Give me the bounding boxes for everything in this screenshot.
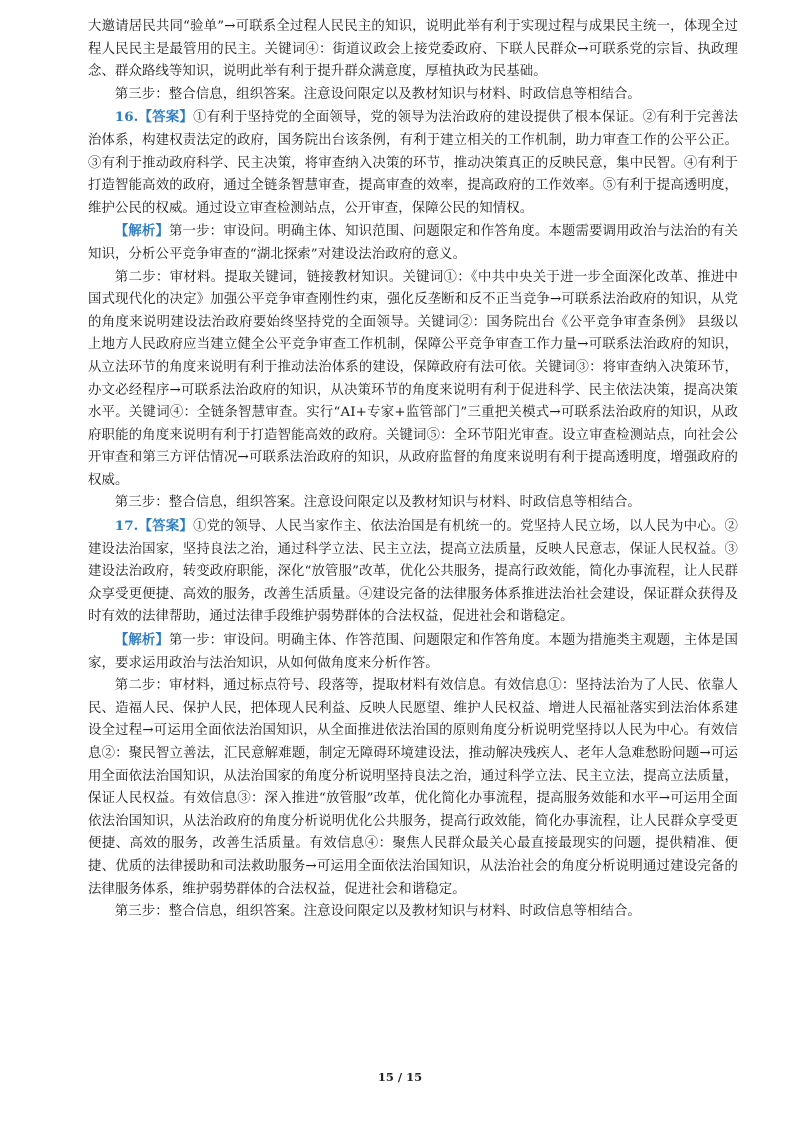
question-number-16: 16. bbox=[114, 109, 139, 126]
analysis-16 bbox=[88, 220, 738, 266]
page-number: 15 / 15 bbox=[377, 1070, 423, 1084]
paragraph-1 bbox=[88, 16, 738, 84]
analysis-tag-17: 【解析】 bbox=[114, 632, 169, 649]
paragraph-10 bbox=[88, 901, 738, 924]
paragraph-5-text: 第二步：审材料。提取关键词，链接教材知识。关键词①：《中共中央关于进一步全面深化改革、推进中国式现代化的决定》加强公平竞争审查刚性约束，强化反垄断和反不正当竞争→可联系法治政府的知识，从党的角度来说明建设法治政府要始终坚持党的全面领导。关键词②：国务院出台《公平竞争审查条例》 县级以上地方人民政府应当建立健全公平竞争审查工作机制，保障公平竞争审查工作力量→可联系法治政府的知识，从立法环节的角度来说明有利于推动法治体系的建设，保障政府有法可依。关键词③：将审查纳入决策环节，办文必经程序→可联系法治政府的知识，从决策环节的角度来说明有利于促进科学、民主依法决策，提高决策水平。关键词④：全链条智慧审查。实行“AI+专家+监管部门”三重把关模式→可联系法治政府的知识，从政府职能的角度来说明有利于打造智能高效的政府。关键词⑤：全环节阳光审查。设立审查检测站点，向社会公开审查和第三方评估情况→可联系法治政府的知识，从政府监督的角度来说明有利于提高透明度，增强政府的权威。 bbox=[88, 269, 738, 488]
paragraph-2-text: 第三步：整合信息，组织答案。注意设问限定以及教材知识与材料、时政信息等相结合。 bbox=[114, 86, 641, 102]
paragraph-5 bbox=[88, 267, 738, 493]
document-body bbox=[88, 16, 738, 924]
answer-17 bbox=[88, 515, 738, 629]
answer-tag-16: 【答案】 bbox=[138, 109, 194, 126]
analysis-17-text: 第一步：审设问。明确主体、作答范围、问题限定和作答角度。本题为措施类主观题，主体是国家，要求运用政治与法治知识，从如何做角度来分析作答。 bbox=[88, 633, 738, 671]
analysis-16-text: 第一步：审设问。明确主体、知识范围、问题限定和作答角度。本题需要调用政治与法治的有关知识，分析公平竞争审查的“湖北探索”对建设法治政府的意义。 bbox=[88, 224, 738, 262]
answer-16 bbox=[88, 106, 738, 220]
analysis-17 bbox=[88, 629, 738, 675]
answer-17-text: ①党的领导、人民当家作主、依法治国是有机统一的。党坚持人民立场，以人民为中心。②建设法治国家，坚持良法之治，通过科学立法、民主立法，提高立法质量，反映人民意志，保证人民权益。③建设法治政府，转变政府职能，深化“放管服”改革，优化公共服务，提高行政效能，简化办事流程，让人民群众享受更便捷、高效的服务，改善生活质量。④建设完备的法律服务体系推进法治社会建设，保证群众获得及时有效的法律帮助，通过法律手段维护弱势群体的合法权益，促进社会和谐稳定。 bbox=[88, 519, 739, 625]
paragraph-10-text: 第三步：整合信息，组织答案。注意设问限定以及教材知识与材料、时政信息等相结合。 bbox=[114, 904, 641, 920]
paragraph-6 bbox=[88, 492, 738, 515]
answer-16-text: ①有利于坚持党的全面领导，党的领导为法治政府的建设提供了根本保证。②有利于完善法治体系，构建权责法定的政府，国务院出台该条例，有利于建立相关的工作机制，助力审查工作的公平公正。③有利于推动政府科学、民主决策，将审查纳入决策的环节，推动决策真正的反映民意，集中民智。④有利于打造智能高效的政府，通过全链条智慧审查，提高审查的效率，提高政府的工作效率。⑤有利于提高透明度，维护公民的权威。通过设立审查检测站点，公开审查，保障公民的知情权。 bbox=[88, 110, 739, 216]
analysis-tag-16: 【解析】 bbox=[114, 223, 169, 240]
paragraph-9 bbox=[88, 675, 738, 901]
paragraph-2 bbox=[88, 84, 738, 107]
paragraph-1-text: 大邀请居民共同“验单”→可联系全过程人民民主的知识，说明此举有利于实现过程与成果民主统一，体现全过程人民民主是最管用的民主。关键词④：街道议政会上接党委政府、下联人民群众→可联系党的宗旨、执政理念、群众路线等知识，说明此举有利于提升群众满意度，厚植执政为民基础。 bbox=[88, 19, 738, 80]
paragraph-6-text: 第三步：整合信息，组织答案。注意设问限定以及教材知识与材料、时政信息等相结合。 bbox=[114, 495, 641, 511]
answer-tag-17: 【答案】 bbox=[138, 518, 194, 535]
paragraph-9-text: 第二步：审材料，通过标点符号、段落等，提取材料有效信息。有效信息①：坚持法治为了人民、依靠人民、造福人民、保护人民，把体现人民利益、反映人民愿望、维护人民权益、增进人民福祉落实到法治体系建设全过程→可运用全面依法治国知识，从全面推进依法治国的原则角度分析说明党坚持以人民为中心。有效信息②：聚民智立善法，汇民意解难题，制定无障碍环境建设法，推动解决残疾人、老年人急难愁盼问题→可运用全面依法治国知识，从法治国家的角度分析说明坚持良法之治，通过科学立法、民主立法，提高立法质量，保证人民权益。有效信息③：深入推进“放管服”改革，优化简化办事流程，提高服务效能和水平→可运用全面依法治国知识，从法治政府的角度分析说明优化公共服务，提高行政效能，简化办事流程，让人民群众享受更便捷、高效的服务，改善生活质量。有效信息④：聚焦人民群众最关心最直接最现实的问题，提供精准、便捷、优质的法律援助和司法救助服务→可运用全面依法治国知识，从法治社会的角度分析说明通过建设完备的法律服务体系，维护弱势群体的合法权益，促进社会和谐稳定。 bbox=[88, 678, 738, 897]
question-number-17: 17. bbox=[114, 518, 139, 535]
